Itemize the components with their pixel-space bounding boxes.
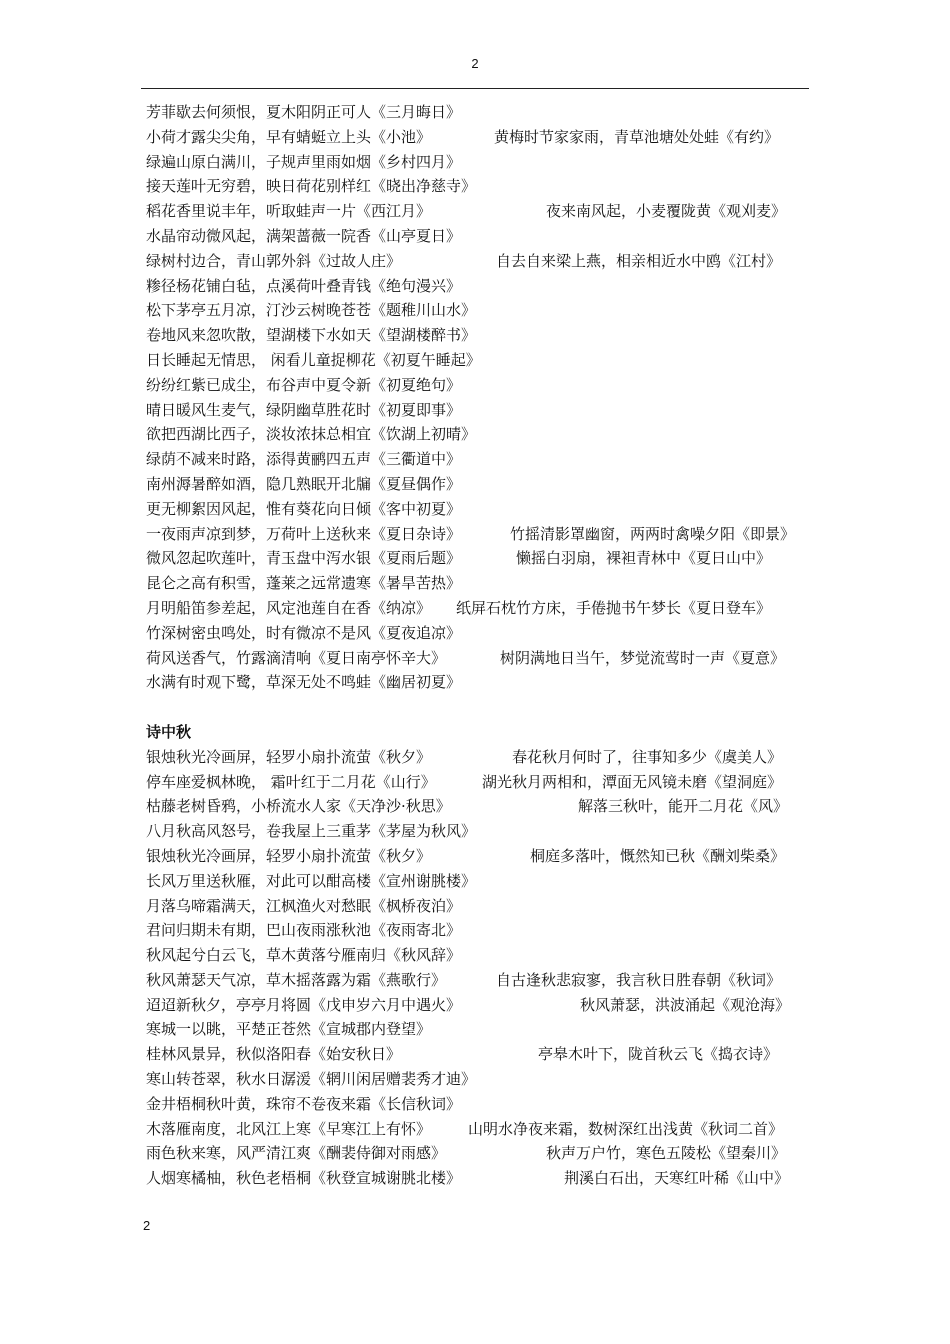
poem-line-right: 纸屏石枕竹方床，手倦抛书午梦长《夏日登车》 xyxy=(456,598,772,617)
summer-poem-line xyxy=(146,546,814,571)
poem-line-left: 接天莲叶无穷碧，映日荷花别样红《晓出净慈寺》 xyxy=(146,177,477,196)
autumn-poem-line xyxy=(146,894,814,919)
summer-poem-line xyxy=(146,621,814,646)
summer-poem-line xyxy=(146,150,814,175)
autumn-poem-line xyxy=(146,770,814,795)
poem-line-left: 秋风起兮白云飞，草木黄落兮雁南归《秋风辞》 xyxy=(146,946,462,965)
autumn-poem-line xyxy=(146,968,814,993)
poem-line-left: 竹深树密虫鸣处，时有微凉不是风《夏夜追凉》 xyxy=(146,623,462,642)
poem-line-right: 树阴满地日当午，梦觉流莺时一声《夏意》 xyxy=(500,648,786,667)
poem-line-left: 木落雁南度，北风江上寒《早寒江上有怀》 xyxy=(146,1119,432,1138)
summer-poem-lines xyxy=(146,100,814,695)
summer-poem-line xyxy=(146,224,814,249)
poem-line-left: 绿遍山原白满川，子规声里雨如烟《乡村四月》 xyxy=(146,152,462,171)
poem-line-right: 夜来南风起，小麦覆陇黄《观刈麦》 xyxy=(546,202,787,221)
poem-line-right: 竹摇清影罩幽窗，两两时禽噪夕阳《即景》 xyxy=(510,524,796,543)
poem-line-left: 月明船笛参差起，风定池莲自在香《纳凉》 xyxy=(146,598,432,617)
autumn-poem-line xyxy=(146,1117,814,1142)
poem-line-left: 雨色秋来寒，风严清江爽《酬裴侍御对雨感》 xyxy=(146,1144,447,1163)
autumn-poem-line xyxy=(146,1042,814,1067)
summer-poem-line xyxy=(146,249,814,274)
poem-line-left: 芳菲歇去何须恨，夏木阳阴正可人《三月晦日》 xyxy=(146,103,462,121)
summer-poem-line xyxy=(146,497,814,522)
poem-line-left: 一夜雨声凉到梦，万荷叶上送秋来《夏日杂诗》 xyxy=(146,524,462,543)
poem-line-left: 卷地风来忽吹散，望湖楼下水如天《望湖楼醉书》 xyxy=(146,326,477,345)
summer-poem-line xyxy=(146,373,814,398)
poem-line-right: 桐庭多落叶，慨然知已秋《酬刘柴桑》 xyxy=(530,846,786,865)
autumn-poem-line xyxy=(146,869,814,894)
poem-line-right: 亭皋木叶下，陇首秋云飞《捣衣诗》 xyxy=(538,1045,779,1064)
autumn-poem-line xyxy=(146,1141,814,1166)
summer-poem-line xyxy=(146,125,814,150)
poem-line-left: 寒山转苍翠，秋水日潺湲《辋川闲居赠裴秀才迪》 xyxy=(146,1070,477,1089)
summer-poem-line xyxy=(146,472,814,497)
summer-poem-line xyxy=(146,398,814,423)
summer-poem-line xyxy=(146,348,814,373)
poem-line-right: 自古逢秋悲寂寥，我言秋日胜春朝《秋词》 xyxy=(496,970,782,989)
poem-line-left: 君问归期未有期，巴山夜雨涨秋池《夜雨寄北》 xyxy=(146,921,462,940)
summer-poem-line xyxy=(146,522,814,547)
summer-poem-line xyxy=(146,100,814,125)
poem-line-left: 人烟寒橘柚，秋色老梧桐《秋登宣城谢朓北楼》 xyxy=(146,1169,462,1188)
header-page-number: 2 xyxy=(471,56,479,71)
document-body xyxy=(146,100,814,1191)
poem-line-left: 更无柳絮因风起，惟有葵花向日倾《客中初夏》 xyxy=(146,499,462,518)
poem-line-left: 停车座爱枫林晚， 霜叶红于二月花《山行》 xyxy=(146,772,436,791)
poem-line-left: 银烛秋光冷画屏，轻罗小扇扑流萤《秋夕》 xyxy=(146,846,432,865)
autumn-poem-line xyxy=(146,1067,814,1092)
summer-poem-line xyxy=(146,298,814,323)
poem-line-left: 欲把西湖比西子，淡妆浓抹总相宜《饮湖上初晴》 xyxy=(146,425,477,444)
autumn-poem-lines xyxy=(146,745,814,1191)
autumn-poem-line xyxy=(146,943,814,968)
poem-line-left: 枯藤老树昏鸦，小桥流水人家《天净沙·秋思》 xyxy=(146,797,451,816)
footer-page-number: 2 xyxy=(143,1218,151,1233)
summer-poem-line xyxy=(146,596,814,621)
poem-line-left: 昆仑之高有积雪，蓬莱之远常遗寒《暑旱苦热》 xyxy=(146,574,462,593)
poem-line-left: 长风万里送秋雁，对此可以酣高楼《宣州谢朓楼》 xyxy=(146,871,477,890)
poem-line-right: 山明水净夜来霜，数树深红出浅黄《秋词二首》 xyxy=(468,1119,784,1138)
summer-poem-line xyxy=(146,571,814,596)
poem-line-right: 黄梅时节家家雨，青草池塘处处蛙《有约》 xyxy=(494,127,780,146)
poem-line-left: 银烛秋光冷画屏，轻罗小扇扑流萤《秋夕》 xyxy=(146,747,432,766)
poem-line-left: 小荷才露尖尖角，早有蜻蜓立上头《小池》 xyxy=(146,127,432,146)
poem-line-left: 晴日暖风生麦气，绿阴幽草胜花时《初夏即事》 xyxy=(146,400,462,419)
autumn-poem-line xyxy=(146,844,814,869)
section-title-autumn: 诗中秋 xyxy=(146,722,192,741)
autumn-poem-line xyxy=(146,993,814,1018)
autumn-poem-line xyxy=(146,1017,814,1042)
poem-line-right: 秋声万户竹，寒色五陵松《望秦川》 xyxy=(546,1144,787,1163)
poem-line-right: 解落三秋叶，能开二月花《风》 xyxy=(578,797,789,816)
poem-line-left: 水满有时观下鹭，草深无处不鸣蛙《幽居初夏》 xyxy=(146,673,462,692)
autumn-poem-line xyxy=(146,918,814,943)
summer-poem-line xyxy=(146,670,814,695)
summer-poem-line xyxy=(146,447,814,472)
poem-line-right: 懒摇白羽扇，裸袒青林中《夏日山中》 xyxy=(516,549,772,568)
poem-line-left: 南州溽暑醉如酒，隐几熟眠开北牖《夏昼偶作》 xyxy=(146,474,462,493)
poem-line-left: 日长睡起无情思， 闲看儿童捉柳花《初夏午睡起》 xyxy=(146,350,481,369)
poem-line-right: 湖光秋月两相和，潭面无风镜未磨《望洞庭》 xyxy=(482,772,783,791)
autumn-poem-line xyxy=(146,745,814,770)
summer-poem-line xyxy=(146,646,814,671)
summer-poem-line xyxy=(146,274,814,299)
poem-line-left: 迢迢新秋夕，亭亭月将圆《戊申岁六月中遇火》 xyxy=(146,995,462,1014)
poem-line-left: 桂林风景异，秋似洛阳春《始安秋日》 xyxy=(146,1045,402,1064)
poem-line-left: 纷纷红紫已成尘，布谷声中夏令新《初夏绝句》 xyxy=(146,375,462,394)
poem-line-left: 稻花香里说丰年，听取蛙声一片《西江月》 xyxy=(146,202,432,221)
poem-line-left: 寒城一以眺，平楚正苍然《宣城郡内登望》 xyxy=(146,1020,432,1039)
poem-line-left: 水晶帘动微风起，满架蔷薇一院香《山亭夏日》 xyxy=(146,226,462,245)
poem-line-left: 月落乌啼霜满天，江枫渔火对愁眠《枫桥夜泊》 xyxy=(146,896,462,915)
poem-line-right: 自去自来梁上燕，相亲相近水中鸥《江村》 xyxy=(496,251,782,270)
autumn-poem-line xyxy=(146,1092,814,1117)
poem-line-left: 糁径杨花铺白毡，点溪荷叶叠青钱《绝句漫兴》 xyxy=(146,276,462,295)
poem-line-right: 荆溪白石出，天寒红叶稀《山中》 xyxy=(564,1169,790,1188)
summer-poem-line xyxy=(146,422,814,447)
poem-line-right: 春花秋月何时了，往事知多少《虞美人》 xyxy=(512,747,783,766)
header-rule xyxy=(141,88,809,89)
poem-line-left: 荷风送香气，竹露滴清响《夏日南亭怀辛大》 xyxy=(146,648,447,667)
summer-poem-line xyxy=(146,174,814,199)
summer-poem-line xyxy=(146,323,814,348)
poem-line-left: 松下茅亭五月凉，汀沙云树晚苍苍《题稚川山水》 xyxy=(146,301,477,320)
summer-poem-line xyxy=(146,199,814,224)
autumn-poem-line xyxy=(146,1166,814,1191)
poem-line-left: 微风忽起吹莲叶，青玉盘中泻水银《夏雨后题》 xyxy=(146,549,462,568)
poem-line-right: 秋风萧瑟，洪波涌起《观沧海》 xyxy=(580,995,791,1014)
poem-line-left: 秋风萧瑟天气凉，草木摇落露为霜《燕歌行》 xyxy=(146,970,447,989)
poem-line-left: 绿荫不减来时路，添得黄鹂四五声《三衢道中》 xyxy=(146,450,462,469)
autumn-poem-line xyxy=(146,794,814,819)
poem-line-left: 八月秋高风怒号，卷我屋上三重茅《茅屋为秋风》 xyxy=(146,822,477,841)
poem-line-left: 金井梧桐秋叶黄，珠帘不卷夜来霜《长信秋词》 xyxy=(146,1094,462,1113)
poem-line-left: 绿树村边合，青山郭外斜《过故人庄》 xyxy=(146,251,402,270)
section-gap xyxy=(146,695,814,720)
autumn-poem-line xyxy=(146,819,814,844)
